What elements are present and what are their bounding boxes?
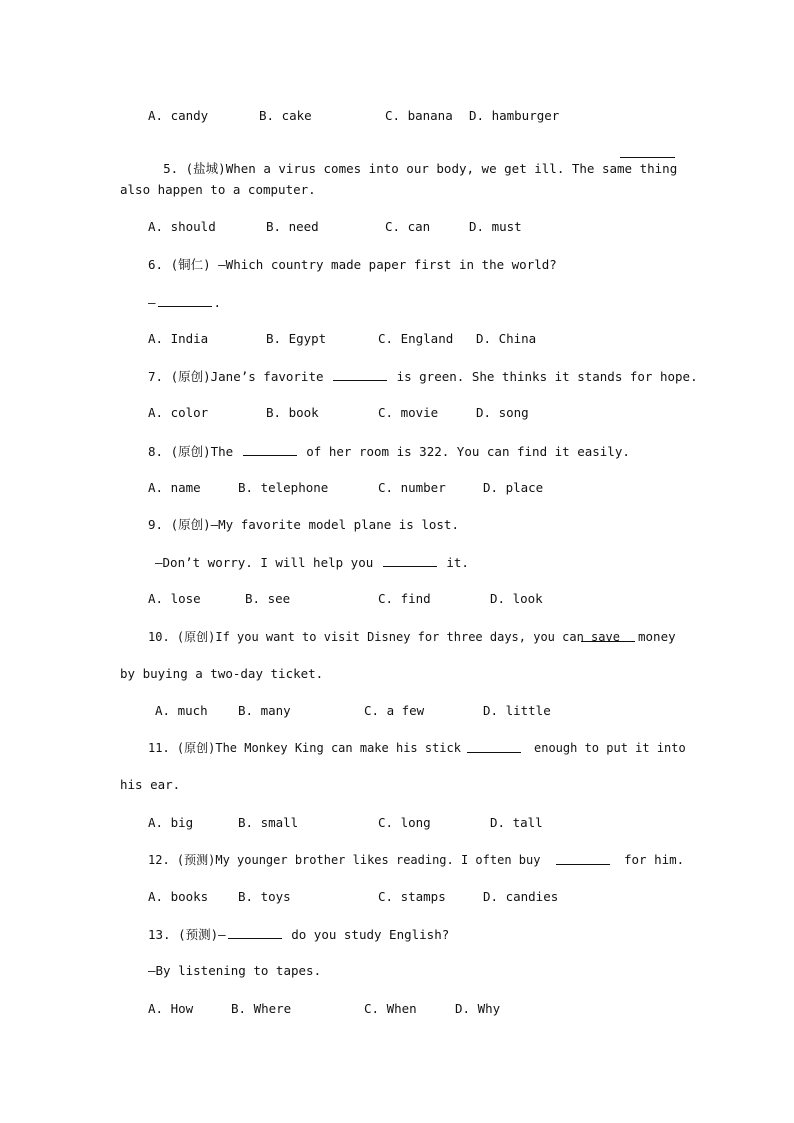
q10-option-a: A. much [155,703,208,718]
q8-option-c: C. number [378,480,446,495]
q9-option-b: B. see [245,591,291,606]
q10-stem-suffix: money [638,629,676,644]
q4-option-d: D. hamburger [469,108,560,123]
q5-option-a: A. should [148,219,216,234]
q12-option-d: D. candies [483,889,559,904]
q8-option-a: A. name [148,480,201,495]
q5-stem-cont: also happen to a computer. [120,182,316,197]
q7-stem-suffix: is green. She thinks it stands for hope. [396,369,698,384]
q12-option-c: C. stamps [378,889,446,904]
q5-option-d: D. must [469,219,522,234]
q10-option-d: D. little [483,703,551,718]
q11-blank [467,740,521,753]
q9-option-a: A. lose [148,591,201,606]
q12-option-b: B. toys [238,889,291,904]
q12-stem-suffix: for him. [624,852,685,867]
q5-blank [620,145,675,158]
q9-option-d: D. look [490,591,543,606]
q10-option-c: C. a few [364,703,425,718]
q5-option-c: C. can [385,219,431,234]
q12-option-a: A. books [148,889,209,904]
q7-option-a: A. color [148,405,209,420]
q8-stem-prefix: 8. (原创)The [148,444,234,459]
q13-option-a: A. How [148,1001,194,1016]
q13-stem-suffix: do you study English? [291,927,450,942]
q6-stem: 6. (铜仁) —Which country made paper first in the world? [148,257,557,272]
q11-option-a: A. big [148,815,194,830]
q10-stem: 10. (原创)If you want to visit Disney for three days, you can save [148,630,620,644]
q11-option-c: C. long [378,815,431,830]
q7-option-b: B. book [266,405,319,420]
q13-option-b: B. Where [231,1001,292,1016]
q4-option-c: C. banana [385,108,453,123]
q12-stem: 12. (预测)My younger brother likes reading. I often buy [148,853,541,867]
q11-stem-cont: his ear. [120,777,181,792]
q7-stem [148,368,698,385]
q6-option-d: D. China [476,331,537,346]
q13-option-c: C. When [364,1001,417,1016]
q10-stem-cont: by buying a two-day ticket. [120,666,324,681]
q7-option-c: C. movie [378,405,439,420]
q8-stem-suffix: of her room is 322. You can find it easily. [306,444,630,459]
q12-blank [556,852,610,865]
q7-blank [333,368,387,381]
q11-option-d: D. tall [490,815,543,830]
q8-blank [243,443,297,456]
q9-option-c: C. find [378,591,431,606]
q6-option-b: B. Egypt [266,331,327,346]
q10-blank [581,629,635,642]
q11-option-b: B. small [238,815,299,830]
q4-option-a: A. candy [148,108,209,123]
q13-stem-prefix: 13. (预测)— [148,927,226,942]
q13-option-d: D. Why [455,1001,501,1016]
q6-answer-line [148,294,221,311]
q13-reply: —By listening to tapes. [148,963,322,978]
q11-stem: 11. (原创)The Monkey King can make his stick [148,741,461,755]
q9-reply [155,554,469,571]
q5-stem-text: 5. (盐城)When a virus comes into our body, we get ill. The same thing [163,161,678,176]
q7-option-d: D. song [476,405,529,420]
q6-option-c: C. England [378,331,454,346]
q7-stem-prefix: 7. (原创)Jane’s favorite [148,369,324,384]
q8-option-d: D. place [483,480,544,495]
q9-reply-suffix: it. [446,555,469,570]
q9-blank [383,554,437,567]
q6-blank [158,294,212,307]
q5-option-b: B. need [266,219,319,234]
q6-option-a: A. India [148,331,209,346]
q8-option-b: B. telephone [238,480,329,495]
q13-blank [228,926,282,939]
q10-option-b: B. many [238,703,291,718]
q5-stem [148,145,677,177]
q4-option-b: B. cake [259,108,312,123]
q11-stem-suffix: enough to put it into [534,741,686,755]
q6-answer-end: . [213,295,222,310]
q9-stem: 9. (原创)—My favorite model plane is lost. [148,517,459,532]
q8-stem [148,443,630,460]
q9-reply-prefix: —Don’t worry. I will help you [155,555,374,570]
q6-answer-dash: — [148,295,156,310]
q13-stem [148,926,449,943]
